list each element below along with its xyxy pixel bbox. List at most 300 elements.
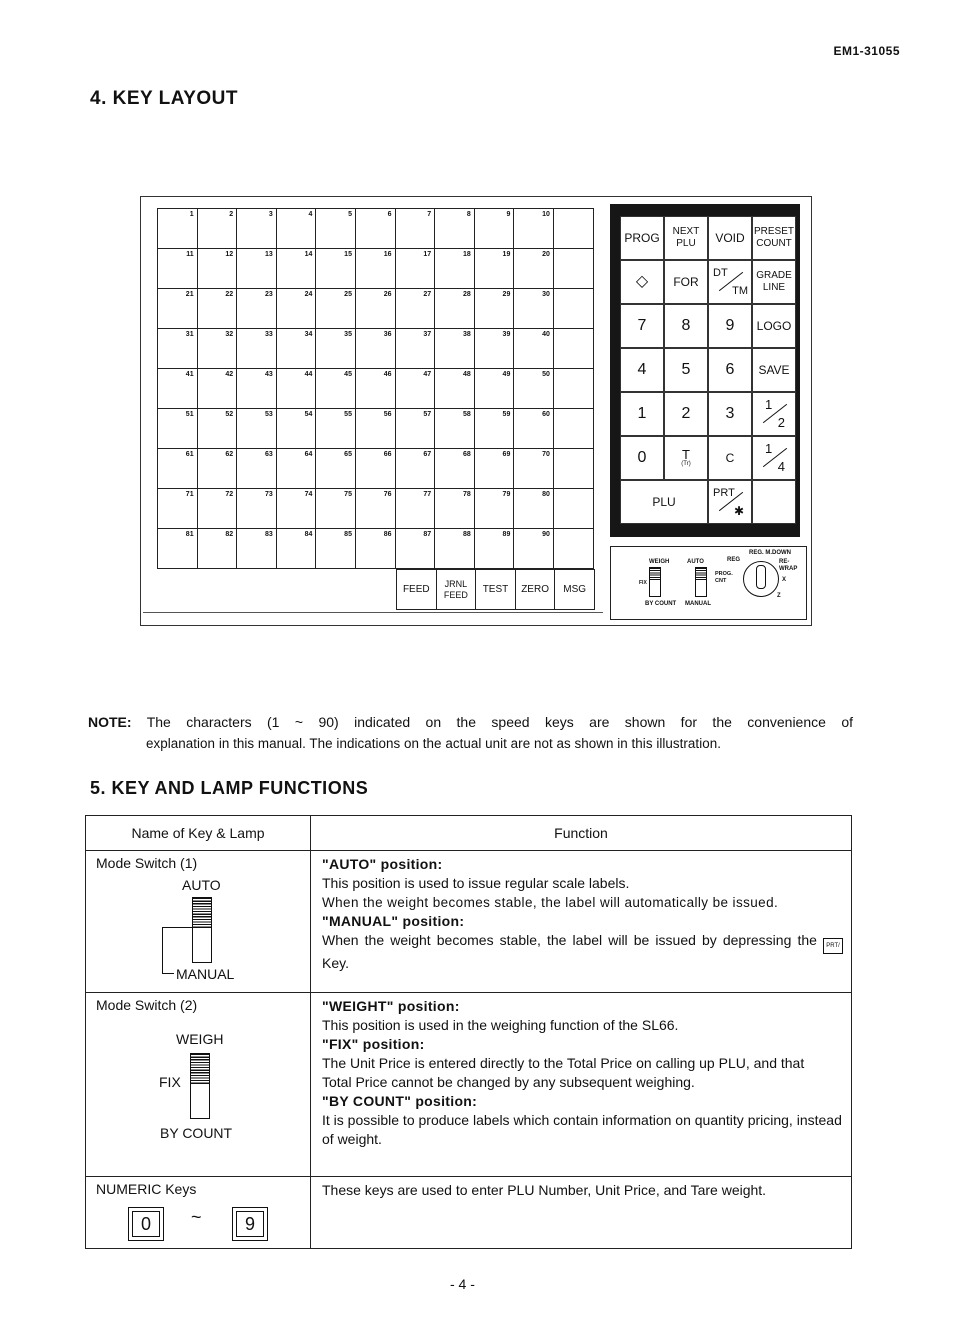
speed-key-number: 27 bbox=[423, 291, 432, 298]
speed-key-number: 16 bbox=[383, 251, 392, 258]
speed-key-number: 78 bbox=[462, 491, 471, 498]
dt-tm-label bbox=[710, 262, 750, 302]
speed-key-number: 14 bbox=[304, 251, 313, 258]
manual-label: MANUAL bbox=[176, 966, 235, 982]
speed-key-number: 29 bbox=[502, 291, 511, 298]
key-9[interactable]: 9 bbox=[708, 304, 752, 348]
section-4-title: 4. KEY LAYOUT bbox=[90, 88, 238, 109]
speed-key-number: 55 bbox=[344, 411, 352, 418]
page-number: - 4 - bbox=[450, 1276, 475, 1292]
speed-key[interactable] bbox=[237, 329, 277, 369]
speed-key-number: 46 bbox=[383, 371, 392, 378]
prt-label: PRT bbox=[713, 487, 735, 499]
speed-key[interactable] bbox=[277, 449, 317, 489]
mode-switch-2-cell bbox=[86, 993, 311, 1177]
mode-switch-1-icon bbox=[192, 897, 212, 963]
auto-text-2: When the weight becomes stable, the label will automatically be issued. bbox=[322, 895, 779, 910]
speed-key[interactable] bbox=[475, 249, 515, 289]
manual-text bbox=[322, 931, 843, 973]
speed-key-number: 47 bbox=[423, 371, 432, 378]
speed-key[interactable] bbox=[277, 489, 317, 529]
speed-key-blank[interactable] bbox=[554, 449, 594, 489]
speed-key[interactable] bbox=[514, 289, 554, 329]
speed-key-number: 15 bbox=[344, 251, 352, 258]
zero-key[interactable]: ZERO bbox=[516, 570, 556, 610]
speed-key[interactable] bbox=[277, 289, 317, 329]
speed-key-number: 26 bbox=[383, 291, 392, 298]
speed-key-number: 88 bbox=[462, 531, 471, 538]
document-number: EM1-31055 bbox=[833, 44, 900, 58]
speed-key[interactable] bbox=[475, 489, 515, 529]
speed-key-number: 83 bbox=[264, 531, 273, 538]
key-7[interactable]: 7 bbox=[620, 304, 664, 348]
speed-key-number: 37 bbox=[423, 331, 432, 338]
speed-key-number: 60 bbox=[542, 411, 550, 418]
speed-key[interactable] bbox=[316, 489, 356, 529]
speed-key[interactable] bbox=[277, 529, 317, 569]
quarter-key[interactable] bbox=[752, 436, 796, 480]
fix-label: FIX bbox=[159, 1074, 181, 1090]
speed-key[interactable] bbox=[198, 249, 238, 289]
speed-key-number: 72 bbox=[225, 491, 234, 498]
speed-key-blank[interactable] bbox=[554, 369, 594, 409]
quarter-denominator: 4 bbox=[777, 459, 785, 474]
speed-key-number: 4 bbox=[308, 211, 313, 218]
grade-line-key[interactable]: GRADE LINE bbox=[752, 260, 796, 304]
speed-key[interactable] bbox=[158, 249, 198, 289]
speed-key-number: 85 bbox=[344, 531, 352, 538]
prt-star-key[interactable] bbox=[708, 480, 752, 524]
speed-key[interactable] bbox=[475, 209, 515, 249]
speed-key-number: 21 bbox=[185, 291, 194, 298]
speed-key-number: 39 bbox=[502, 331, 511, 338]
tare-label: T bbox=[682, 446, 690, 462]
speed-key-number: 20 bbox=[542, 251, 550, 258]
speed-key[interactable] bbox=[514, 209, 554, 249]
fix-text-1: The Unit Price is entered directly to the Total Price on calling up PLU, and that bbox=[322, 1055, 805, 1071]
keyboard-base-line bbox=[143, 612, 603, 613]
reg-mdown-label: REG. M.DOWN bbox=[749, 550, 791, 556]
speed-key-number: 33 bbox=[264, 331, 273, 338]
key-1[interactable]: 1 bbox=[620, 392, 664, 436]
speed-key[interactable] bbox=[316, 449, 356, 489]
speed-key[interactable] bbox=[237, 449, 277, 489]
speed-key[interactable] bbox=[396, 289, 436, 329]
speed-key-blank[interactable] bbox=[554, 249, 594, 289]
by-count-heading: "BY COUNT" position: bbox=[322, 1093, 478, 1109]
speed-key[interactable] bbox=[316, 289, 356, 329]
diamond-key[interactable]: ◇ bbox=[620, 260, 664, 304]
speed-key-number: 30 bbox=[542, 291, 550, 298]
fix-label: FIX bbox=[639, 580, 647, 586]
manual-label: MANUAL bbox=[685, 601, 711, 607]
half-key[interactable] bbox=[752, 392, 796, 436]
speed-key-number: 90 bbox=[542, 531, 550, 538]
header-function: Function bbox=[311, 816, 852, 851]
speed-key-number: 49 bbox=[502, 371, 511, 378]
speed-key-number: 35 bbox=[344, 331, 352, 338]
key-layout-figure bbox=[140, 196, 812, 626]
speed-key[interactable] bbox=[277, 249, 317, 289]
preset-count-key[interactable]: PRESET COUNT bbox=[752, 216, 796, 260]
speed-key-number: 64 bbox=[304, 451, 313, 458]
tilde-sign: ~ bbox=[191, 1207, 202, 1227]
weigh-fix-slide-switch[interactable] bbox=[649, 567, 661, 597]
speed-key[interactable] bbox=[435, 409, 475, 449]
speed-key-number: 66 bbox=[383, 451, 392, 458]
by-count-label: BY COUNT bbox=[160, 1125, 233, 1141]
speed-key-number: 75 bbox=[344, 491, 352, 498]
speed-key[interactable] bbox=[435, 369, 475, 409]
note-line-1 bbox=[88, 711, 853, 733]
speed-key[interactable] bbox=[396, 409, 436, 449]
key-6[interactable]: 6 bbox=[708, 348, 752, 392]
auto-manual-slide-switch[interactable] bbox=[695, 567, 707, 597]
speed-key[interactable] bbox=[514, 369, 554, 409]
speed-key[interactable] bbox=[316, 529, 356, 569]
speed-key-number: 48 bbox=[462, 371, 471, 378]
weigh-label: WEIGH bbox=[649, 559, 670, 565]
table-header-row bbox=[86, 816, 852, 851]
auto-heading: "AUTO" position: bbox=[322, 856, 443, 872]
speed-key[interactable] bbox=[356, 329, 396, 369]
key-2[interactable]: 2 bbox=[664, 392, 708, 436]
speed-key[interactable] bbox=[396, 329, 436, 369]
speed-key[interactable] bbox=[237, 409, 277, 449]
speed-key-number: 45 bbox=[344, 371, 352, 378]
prt-star-label bbox=[710, 482, 750, 522]
speed-key[interactable] bbox=[435, 289, 475, 329]
auto-text-1: This position is used to issue regular scale labels. bbox=[322, 875, 630, 891]
speed-key[interactable] bbox=[316, 369, 356, 409]
speed-key[interactable] bbox=[356, 449, 396, 489]
speed-key-number: 44 bbox=[304, 371, 313, 378]
speed-key-number: 62 bbox=[225, 451, 234, 458]
speed-key[interactable] bbox=[277, 209, 317, 249]
speed-key-number: 18 bbox=[462, 251, 471, 258]
speed-key-number: 9 bbox=[506, 211, 511, 218]
half-label bbox=[754, 394, 794, 434]
speed-key-number: 58 bbox=[462, 411, 471, 418]
speed-key[interactable] bbox=[356, 369, 396, 409]
quarter-numerator: 1 bbox=[765, 441, 773, 456]
speed-key-number: 89 bbox=[502, 531, 511, 538]
table-row bbox=[86, 851, 852, 993]
speed-key[interactable] bbox=[475, 369, 515, 409]
plu-key[interactable]: PLU bbox=[620, 480, 708, 524]
speed-key[interactable] bbox=[198, 369, 238, 409]
key-0-icon: 0 bbox=[128, 1207, 164, 1241]
speed-key-number: 8 bbox=[466, 211, 471, 218]
speed-key[interactable] bbox=[475, 529, 515, 569]
speed-key-number: 81 bbox=[185, 531, 194, 538]
speed-key-number: 6 bbox=[387, 211, 392, 218]
speed-key-number: 57 bbox=[423, 411, 432, 418]
speed-key[interactable] bbox=[198, 449, 238, 489]
key-0[interactable]: 0 bbox=[620, 436, 664, 480]
speed-key[interactable] bbox=[237, 249, 277, 289]
speed-key[interactable] bbox=[396, 249, 436, 289]
prog-cnt-label: PROG. CNT bbox=[715, 571, 733, 584]
speed-key-number: 2 bbox=[229, 211, 234, 218]
prt-key-icon: PRT/ bbox=[823, 938, 843, 954]
prog-key[interactable]: PROG bbox=[620, 216, 664, 260]
save-key[interactable]: SAVE bbox=[752, 348, 796, 392]
speed-key-number: 65 bbox=[344, 451, 352, 458]
speed-key-number: 74 bbox=[304, 491, 313, 498]
speed-key[interactable] bbox=[158, 289, 198, 329]
numeric-keys-function bbox=[311, 1177, 852, 1249]
speed-key-number: 67 bbox=[423, 451, 432, 458]
speed-key[interactable] bbox=[396, 449, 436, 489]
speed-key-number: 80 bbox=[542, 491, 550, 498]
tm-label: TM bbox=[732, 285, 748, 297]
weigh-label: WEIGH bbox=[176, 1031, 224, 1047]
reg-label: REG bbox=[727, 557, 741, 563]
numeric-keys-text: These keys are used to enter PLU Number, Unit Price, and Tare weight. bbox=[322, 1182, 767, 1198]
speed-key-number: 71 bbox=[185, 491, 194, 498]
fix-text-2: Total Price cannot be changed by any subsequent weighing. bbox=[322, 1074, 695, 1090]
key-8[interactable]: 8 bbox=[664, 304, 708, 348]
speed-key-number: 59 bbox=[502, 411, 511, 418]
speed-key-grid bbox=[157, 208, 594, 569]
speed-key-number: 42 bbox=[225, 371, 234, 378]
speed-key[interactable] bbox=[356, 249, 396, 289]
speed-key-number: 31 bbox=[185, 331, 194, 338]
mode-switch-2-name: Mode Switch (2) bbox=[96, 997, 198, 1013]
tare-sub-label: (Tr) bbox=[681, 460, 691, 467]
switch-bracket-foot bbox=[162, 973, 174, 974]
weight-text: This position is used in the weighing function of the SL66. bbox=[322, 1017, 679, 1033]
speed-key-number: 19 bbox=[502, 251, 511, 258]
speed-key[interactable] bbox=[514, 329, 554, 369]
speed-key[interactable] bbox=[277, 409, 317, 449]
speed-key-number: 70 bbox=[542, 451, 550, 458]
speed-key[interactable] bbox=[356, 289, 396, 329]
clear-key[interactable]: C bbox=[708, 436, 752, 480]
key-5[interactable]: 5 bbox=[664, 348, 708, 392]
feed-key[interactable]: FEED bbox=[397, 570, 437, 610]
speed-key[interactable] bbox=[514, 249, 554, 289]
speed-key[interactable] bbox=[396, 369, 436, 409]
speed-key-number: 28 bbox=[462, 291, 471, 298]
half-numerator: 1 bbox=[765, 397, 773, 412]
test-key[interactable]: TEST bbox=[476, 570, 516, 610]
speed-key-number: 5 bbox=[348, 211, 352, 218]
manual-text-a: When the weight becomes stable, the label will be issued by depressing the bbox=[322, 932, 817, 948]
speed-key[interactable] bbox=[435, 249, 475, 289]
half-denominator: 2 bbox=[777, 415, 785, 430]
speed-key-number: 23 bbox=[264, 291, 273, 298]
speed-key[interactable] bbox=[158, 449, 198, 489]
tare-key[interactable] bbox=[664, 436, 708, 480]
speed-key[interactable] bbox=[316, 329, 356, 369]
speed-key[interactable] bbox=[435, 209, 475, 249]
speed-key[interactable] bbox=[356, 489, 396, 529]
speed-key-number: 32 bbox=[225, 331, 234, 338]
speed-key-number: 54 bbox=[304, 411, 313, 418]
auto-label: AUTO bbox=[182, 877, 221, 893]
speed-key-number: 22 bbox=[225, 291, 234, 298]
speed-key-number: 36 bbox=[383, 331, 392, 338]
speed-key[interactable] bbox=[356, 529, 396, 569]
speed-key-blank[interactable] bbox=[554, 329, 594, 369]
x-label: X bbox=[782, 577, 787, 583]
speed-key-number: 1 bbox=[189, 211, 194, 218]
by-count-label: BY COUNT bbox=[645, 601, 677, 607]
speed-key[interactable] bbox=[435, 329, 475, 369]
speed-key-blank[interactable] bbox=[554, 529, 594, 569]
logo-key[interactable]: LOGO bbox=[752, 304, 796, 348]
function-key-row bbox=[396, 569, 595, 610]
speed-key[interactable] bbox=[475, 289, 515, 329]
speed-key-number: 52 bbox=[225, 411, 234, 418]
manual-text-b: Key. bbox=[322, 955, 349, 971]
next-plu-key[interactable]: NEXT PLU bbox=[664, 216, 708, 260]
note-label: NOTE: bbox=[88, 714, 132, 730]
speed-key[interactable] bbox=[514, 489, 554, 529]
speed-key-number: 86 bbox=[383, 531, 392, 538]
weight-heading: "WEIGHT" position: bbox=[322, 998, 460, 1014]
speed-key[interactable] bbox=[198, 329, 238, 369]
void-key[interactable]: VOID bbox=[708, 216, 752, 260]
speed-key-blank[interactable] bbox=[554, 209, 594, 249]
mode-switch-1-function bbox=[311, 851, 852, 993]
speed-key[interactable] bbox=[396, 209, 436, 249]
function-keypad bbox=[610, 204, 800, 537]
speed-key-number: 7 bbox=[427, 211, 432, 218]
speed-key[interactable] bbox=[237, 529, 277, 569]
speed-key-blank[interactable] bbox=[554, 489, 594, 529]
mode-switch-2-icon bbox=[190, 1053, 210, 1119]
speed-key[interactable] bbox=[158, 329, 198, 369]
speed-key-number: 50 bbox=[542, 371, 550, 378]
note-line-2: explanation in this manual. The indications on the actual unit are not as shown in this illustration. bbox=[146, 736, 721, 751]
re-wrap-label: RE-WRAP bbox=[779, 559, 798, 572]
speed-key[interactable] bbox=[435, 529, 475, 569]
speed-key-number: 10 bbox=[542, 211, 550, 218]
dt-tm-key[interactable] bbox=[708, 260, 752, 304]
speed-key[interactable] bbox=[475, 329, 515, 369]
speed-key[interactable] bbox=[435, 449, 475, 489]
speed-key-number: 53 bbox=[264, 411, 273, 418]
speed-key[interactable] bbox=[198, 489, 238, 529]
speed-key-number: 43 bbox=[264, 371, 273, 378]
speed-key-number: 25 bbox=[344, 291, 352, 298]
header-name: Name of Key & Lamp bbox=[86, 816, 311, 851]
table-row bbox=[86, 1177, 852, 1249]
mode-switch-1-cell bbox=[86, 851, 311, 993]
speed-key[interactable] bbox=[277, 329, 317, 369]
speed-key-blank[interactable] bbox=[554, 409, 594, 449]
speed-key-number: 12 bbox=[225, 251, 234, 258]
speed-key[interactable] bbox=[435, 489, 475, 529]
speed-key[interactable] bbox=[237, 489, 277, 529]
speed-key[interactable] bbox=[475, 409, 515, 449]
speed-key[interactable] bbox=[514, 529, 554, 569]
speed-key[interactable] bbox=[316, 409, 356, 449]
speed-key[interactable] bbox=[475, 449, 515, 489]
speed-key[interactable] bbox=[396, 529, 436, 569]
quarter-label bbox=[754, 438, 794, 478]
speed-key-number: 24 bbox=[304, 291, 313, 298]
speed-key[interactable] bbox=[237, 369, 277, 409]
speed-key[interactable] bbox=[514, 449, 554, 489]
key-4[interactable]: 4 bbox=[620, 348, 664, 392]
speed-key-number: 63 bbox=[264, 451, 273, 458]
manual-heading: "MANUAL" position: bbox=[322, 913, 465, 929]
note-text-1: The characters (1 ~ 90) indicated on the speed keys are shown for the convenience of bbox=[146, 714, 853, 730]
speed-key[interactable] bbox=[198, 529, 238, 569]
dt-label: DT bbox=[713, 267, 728, 279]
speed-key-number: 41 bbox=[185, 371, 194, 378]
speed-key[interactable] bbox=[158, 209, 198, 249]
blank-key[interactable] bbox=[752, 480, 796, 524]
for-key[interactable]: FOR bbox=[664, 260, 708, 304]
speed-key-number: 82 bbox=[225, 531, 234, 538]
speed-key-number: 61 bbox=[185, 451, 194, 458]
speed-key[interactable] bbox=[158, 489, 198, 529]
speed-key[interactable] bbox=[277, 369, 317, 409]
speed-key-number: 87 bbox=[423, 531, 432, 538]
speed-key-number: 34 bbox=[304, 331, 313, 338]
speed-key[interactable] bbox=[396, 489, 436, 529]
speed-key-number: 68 bbox=[462, 451, 471, 458]
speed-key[interactable] bbox=[237, 289, 277, 329]
numeric-keys-name: NUMERIC Keys bbox=[96, 1181, 197, 1197]
speed-key[interactable] bbox=[198, 209, 238, 249]
speed-key-number: 76 bbox=[383, 491, 392, 498]
mode-switch-2-function bbox=[311, 993, 852, 1177]
section-5-title: 5. KEY AND LAMP FUNCTIONS bbox=[90, 778, 369, 798]
jrnl-feed-key[interactable]: JRNL FEED bbox=[437, 570, 477, 610]
speed-key-number: 73 bbox=[264, 491, 273, 498]
speed-key-number: 38 bbox=[462, 331, 471, 338]
speed-key-number: 69 bbox=[502, 451, 511, 458]
speed-key-number: 51 bbox=[185, 411, 194, 418]
speed-key-number: 84 bbox=[304, 531, 313, 538]
speed-key-number: 40 bbox=[542, 331, 550, 338]
speed-key[interactable] bbox=[158, 369, 198, 409]
mode-switch-panel bbox=[610, 546, 807, 620]
speed-key-number: 17 bbox=[423, 251, 432, 258]
speed-key-number: 56 bbox=[383, 411, 392, 418]
z-label: Z bbox=[777, 593, 781, 599]
table-row bbox=[86, 993, 852, 1177]
speed-key[interactable] bbox=[316, 249, 356, 289]
fix-heading: "FIX" position: bbox=[322, 1036, 425, 1052]
mode-switch-1-name: Mode Switch (1) bbox=[96, 855, 198, 871]
speed-key[interactable] bbox=[158, 409, 198, 449]
star-label: ✱ bbox=[733, 504, 744, 518]
mode-key-dial[interactable] bbox=[743, 561, 779, 597]
key-3[interactable]: 3 bbox=[708, 392, 752, 436]
msg-key[interactable]: MSG bbox=[555, 570, 595, 610]
speed-key[interactable] bbox=[356, 409, 396, 449]
speed-key-number: 11 bbox=[186, 251, 194, 258]
auto-label: AUTO bbox=[687, 559, 704, 565]
speed-key[interactable] bbox=[356, 209, 396, 249]
speed-key[interactable] bbox=[198, 289, 238, 329]
note-block bbox=[88, 711, 853, 755]
speed-key[interactable] bbox=[237, 209, 277, 249]
speed-key[interactable] bbox=[158, 529, 198, 569]
speed-key[interactable] bbox=[514, 409, 554, 449]
key-lamp-functions-table bbox=[85, 815, 852, 1249]
speed-key-blank[interactable] bbox=[554, 289, 594, 329]
speed-key[interactable] bbox=[198, 409, 238, 449]
speed-key[interactable] bbox=[316, 209, 356, 249]
